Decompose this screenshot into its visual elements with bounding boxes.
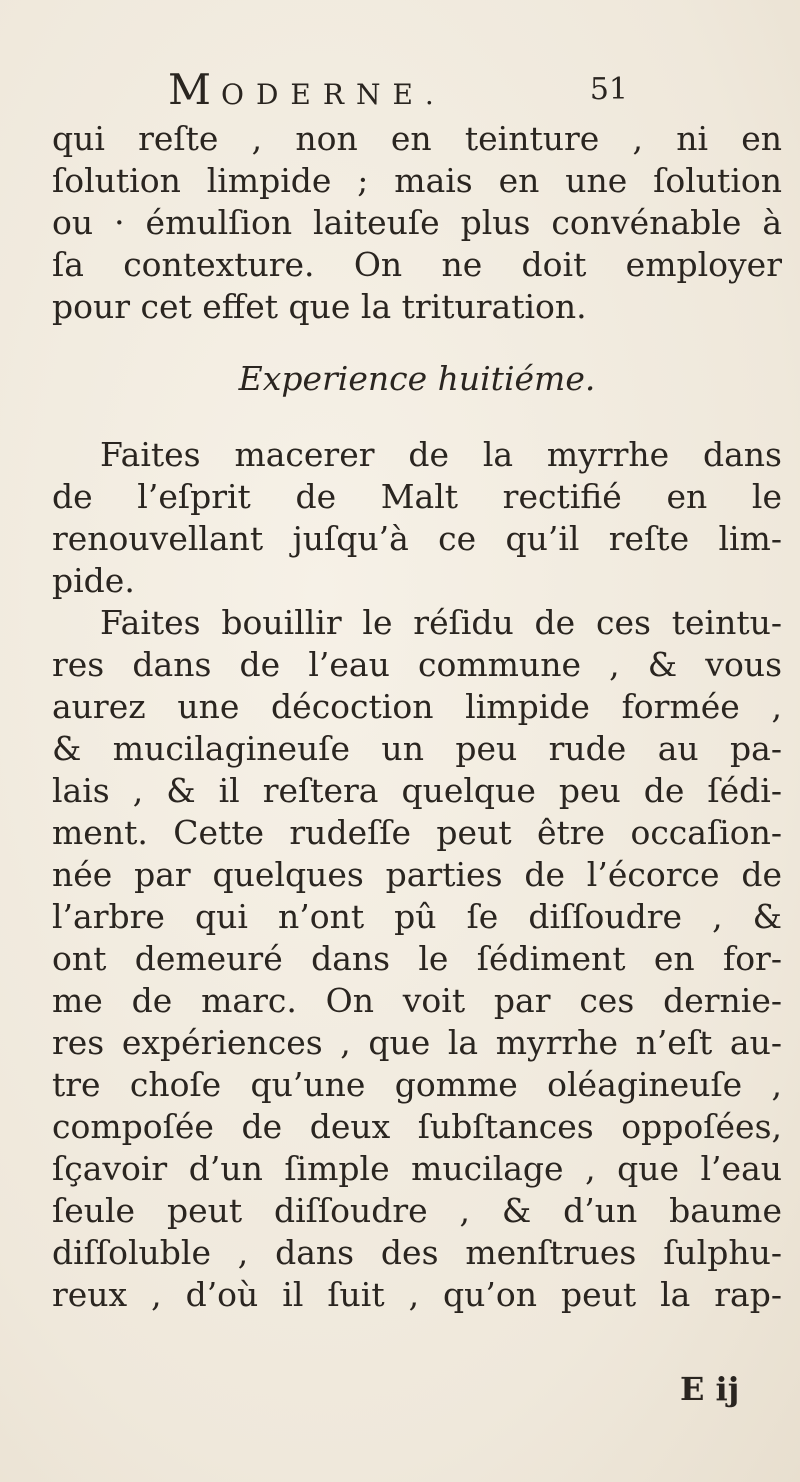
text-line: pide. (52, 561, 135, 600)
text-line: aurez une décoction limpide formée , (52, 687, 782, 726)
body-text (52, 118, 782, 1316)
text-line: pour cet effet que la trituration. (52, 287, 587, 326)
text-line: ont demeuré dans le ſédiment en for- (52, 939, 782, 978)
text-line: qui reſte , non en teinture , ni en (52, 119, 782, 158)
page-number: 51 (589, 72, 628, 107)
text-line: ſolution limpide ; mais en une ſolution (52, 161, 782, 200)
text-line: & mucilagineuſe un peu rude au pa- (52, 729, 782, 768)
text-line: ſçavoir d’un ſimple mucilage , que l’eau (52, 1149, 782, 1188)
signature-mark: E ij (680, 1370, 740, 1408)
text-line: diſſoluble , dans des menſtrues ſulphu- (52, 1233, 782, 1272)
text-line: ment. Cette rudeſſe peut être occaſion- (52, 813, 782, 852)
text-line: l’arbre qui n’ont pû ſe diſſoudre , & (52, 897, 782, 936)
text-line: reux , d’où il ſuit , qu’on peut la rap- (52, 1275, 782, 1314)
text-line: ou · émulſion laiteuſe plus convénable à (52, 203, 782, 242)
running-head (168, 62, 446, 123)
text-line: ſa contexture. On ne doit employer (52, 245, 782, 284)
text-line: tre choſe qu’une gomme oléagineuſe , (52, 1065, 782, 1104)
text-line: ſeule peut diſſoudre , & d’un baume (52, 1191, 782, 1230)
running-head-initial: M (168, 65, 222, 114)
page-header (168, 62, 628, 118)
text-line: res expériences , que la myrrhe n’eſt au- (52, 1023, 782, 1062)
running-head-rest: ODERNE. (221, 78, 446, 111)
text-line: me de marc. On voit par ces dernie- (52, 981, 782, 1020)
text-line: renouvellant juſqu’à ce qu’il reſte lim- (52, 519, 782, 558)
text-line: compoſée de deux ſubſtances oppoſées, (52, 1107, 782, 1146)
text-line: lais , & il reſtera quelque peu de ſédi- (52, 771, 782, 810)
text-line: res dans de l’eau commune , & vous (52, 645, 782, 684)
text-line: née par quelques parties de l’écorce de (52, 855, 782, 894)
section-heading: Experience huitiéme. (238, 359, 596, 398)
text-line: Faites bouillir le réſidu de ces teintu- (100, 603, 782, 642)
text-line: Faites macerer de la myrrhe dans (100, 435, 782, 474)
text-line: de l’eſprit de Malt rectifié en le (52, 477, 782, 516)
